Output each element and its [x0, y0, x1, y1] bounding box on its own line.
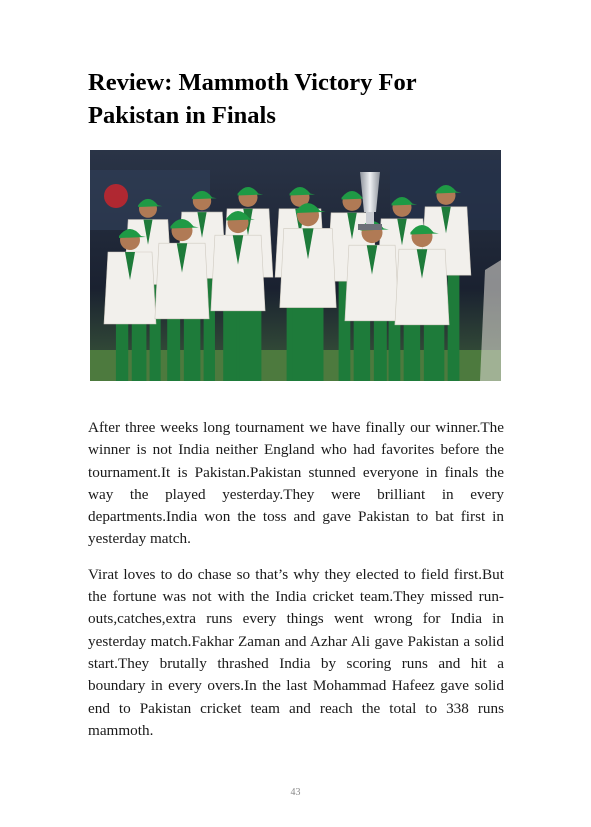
page-number: 43 [290, 787, 301, 798]
team-celebration-photo [90, 150, 501, 381]
team-photo-illustration [90, 150, 501, 381]
article-paragraph: Virat loves to do chase so that’s why they elected to field first.But the fortune was not with the India cricket team.They missed run-outs,catches,extra runs every things went wrong for India in yesterday match.Fakhar Zaman and Azhar Ali gave Pakistan a solid start.They brutally thrashed India by scoring runs and hit a boundary in every overs.In the last Mohammad Hafeez gave solid end to Pakistan cricket team and reach the total to 338 runs mammoth. [88, 565, 504, 739]
article-body [88, 417, 504, 755]
page-title: Review: Mammoth Victory For Pakistan in Finals [88, 69, 417, 129]
article-paragraph: After three weeks long tournament we have finally our winner.The winner is not India neither England who had favorites before the tournament.It is Pakistan.Pakistan stunned everyone in finals the way the played yesterday.They were brilliant in every departments.India won the toss and gave Pakistan to bat first in yesterday match. [88, 419, 504, 548]
